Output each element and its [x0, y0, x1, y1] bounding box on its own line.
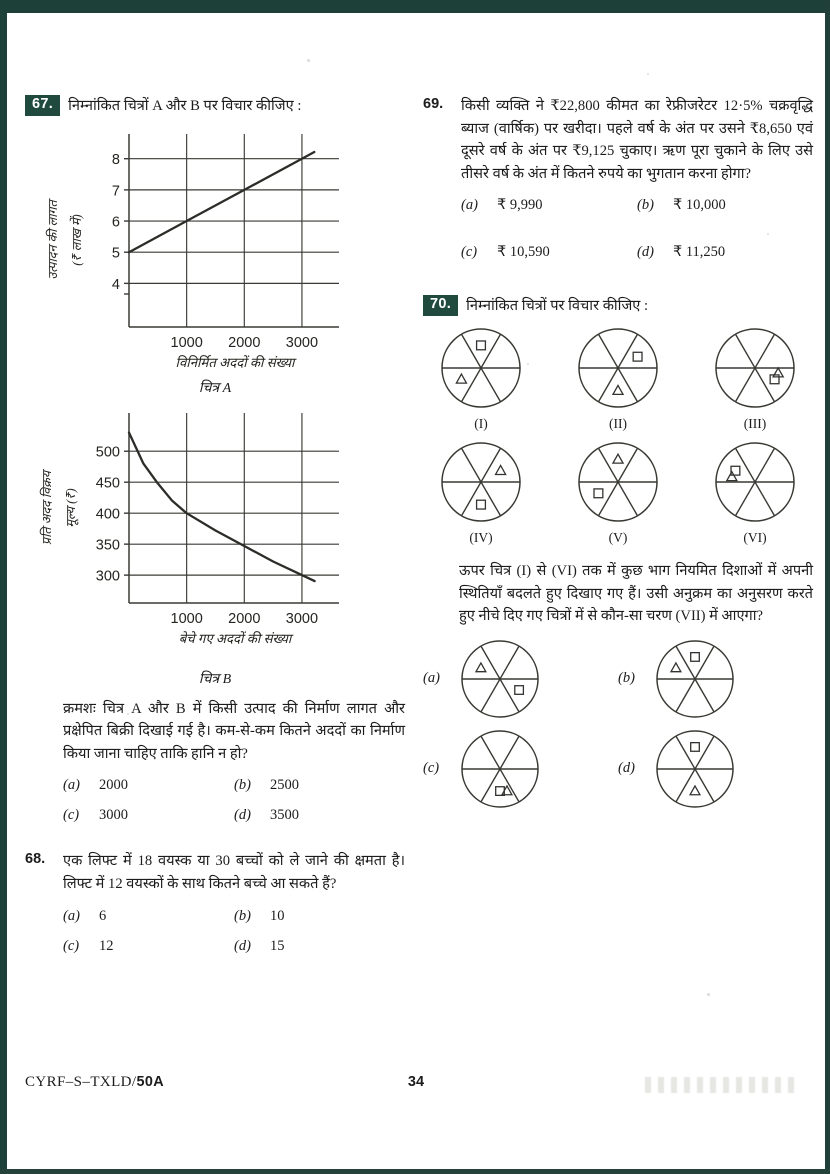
tick-label-x: 3000 — [285, 334, 319, 351]
option-key: (a) — [63, 777, 80, 794]
sector-wheel — [576, 440, 660, 524]
question-70-header — [423, 295, 813, 318]
scan-speck — [707, 993, 710, 996]
question-67-options — [63, 777, 405, 824]
triangle-marker-icon — [476, 663, 486, 672]
figure-IV — [423, 440, 539, 546]
scan-speck — [647, 73, 649, 75]
question-67 — [25, 95, 405, 824]
tick-label-y: 450 — [95, 475, 120, 492]
question-68 — [25, 850, 405, 954]
question-67-body: क्रमशः चित्र A और B में किसी उत्पाद की निर्माण लागत और प्रक्षेपित बिक्री दिखाई गई है। कम-से-कम कितने अददों का निर्माण किया जाना चाहिए ताकि हानि न हो? — [63, 700, 405, 762]
answer-option-b[interactable] — [618, 638, 813, 720]
triangle-marker-icon — [496, 466, 506, 475]
triangle-marker-icon — [613, 385, 623, 394]
tick-label-y: 300 — [95, 568, 120, 585]
option-key: (a) — [461, 197, 478, 214]
page-edge-bottom — [0, 1169, 830, 1174]
tick-label-y: 6 — [111, 214, 120, 231]
square-marker-icon — [477, 341, 486, 350]
square-marker-icon — [691, 743, 700, 752]
sector-wheel — [459, 728, 541, 810]
triangle-marker-icon — [690, 786, 700, 795]
triangle-marker-icon — [773, 368, 783, 377]
sector-wheel — [713, 440, 797, 524]
tick-label-y: 4 — [111, 276, 120, 293]
square-marker-icon — [594, 489, 603, 498]
page-edge-top — [0, 0, 830, 13]
axis-y-title-unit: (₹ लाख में) — [70, 213, 84, 266]
sector-wheel — [713, 326, 797, 410]
option-value: ₹ 9,990 — [497, 197, 543, 214]
figure-label: (III) — [743, 416, 767, 432]
question-67-stem: निम्नांकित चित्रों A और B पर विचार कीजिए : — [68, 98, 302, 114]
tick-label-x: 2000 — [228, 334, 261, 351]
option-d[interactable] — [234, 807, 405, 824]
figure-V — [560, 440, 676, 546]
option-value: ₹ 11,250 — [673, 244, 726, 261]
tick-label-y: 350 — [95, 537, 120, 554]
question-69-stem: किसी व्यक्ति ने ₹22,800 कीमत का रेफ्रीजरेटर 12·5% चक्रवृद्धि ब्याज (वार्षिक) पर खरीदा। पहले वर्ष के अंत पर उसने ₹8,650 एवं दूसरे वर्ष के अंत पर ₹9,125 चुकाए। ऋण पूरा चुकाने के लिए उसे तीसरे वर्ष के अंत में कितने रुपये का भुगतान करना होगा? — [461, 98, 813, 182]
square-marker-icon — [691, 653, 700, 662]
axis-y-title-unit: मूल्य (₹) — [64, 487, 78, 528]
footer-code-suffix: 50A — [136, 1074, 165, 1090]
chart-a-caption — [25, 378, 405, 397]
chart-b-container — [25, 403, 405, 688]
option-key: (b) — [234, 777, 251, 794]
square-marker-icon — [633, 352, 642, 361]
question-69-number: 69. — [423, 96, 444, 112]
scan-smudge — [645, 1077, 795, 1093]
sector-wheel — [654, 638, 736, 720]
sector-wheel — [439, 440, 523, 524]
square-marker-icon — [515, 686, 524, 695]
question-69 — [423, 95, 813, 261]
option-a[interactable] — [63, 908, 234, 925]
tick-label-y: 500 — [95, 444, 120, 461]
question-68-stem: एक लिफ्ट में 18 वयस्क या 30 बच्चों को ले जाने की क्षमता है। लिफ्ट में 12 वयस्कों के साथ कितने बच्चे आ सकते हैं? — [63, 853, 405, 893]
chart-a-container — [25, 122, 405, 397]
tick-label-y: 8 — [111, 151, 120, 168]
tick-label-x: 1000 — [170, 334, 203, 351]
square-marker-icon — [477, 500, 486, 509]
page-edge-right — [825, 0, 830, 1174]
triangle-marker-icon — [613, 454, 623, 463]
tick-label-y: 7 — [111, 182, 120, 199]
triangle-marker-icon — [671, 663, 681, 672]
chart-b — [25, 403, 355, 663]
figure-I — [423, 326, 539, 432]
option-key: (c) — [63, 937, 80, 954]
question-69-header — [423, 95, 813, 185]
sector-wheel — [576, 326, 660, 410]
chart-b-caption-text: चित्र — [198, 671, 223, 687]
question-67-header — [25, 95, 405, 118]
square-marker-icon — [770, 375, 779, 384]
option-b[interactable] — [234, 908, 405, 925]
option-key: (b) — [637, 197, 654, 214]
option-key: (b) — [234, 907, 251, 924]
axis-x-title: बेचे गए अददों की संख्या — [178, 630, 292, 646]
chart-a — [25, 122, 355, 372]
chart-b-caption-letter: B — [222, 671, 232, 687]
option-key: (c) — [63, 807, 80, 824]
option-key: (a) — [63, 907, 80, 924]
paper-sheet — [7, 13, 825, 1169]
scan-speck — [67, 513, 69, 515]
chart-a-caption-letter: A — [222, 380, 232, 396]
option-c[interactable] — [63, 807, 234, 824]
answer-option-c[interactable] — [423, 728, 618, 810]
tick-label-y: 400 — [95, 506, 120, 523]
option-key: (c) — [461, 244, 478, 261]
scan-speck — [527, 363, 529, 365]
triangle-marker-icon — [727, 472, 737, 481]
left-column — [25, 95, 405, 965]
scan-speck — [767, 233, 769, 235]
right-column — [423, 95, 813, 820]
page-number: 34 — [407, 1074, 425, 1090]
figure-label: (IV) — [469, 530, 493, 546]
scan-speck — [127, 713, 129, 715]
option-a[interactable] — [461, 197, 637, 214]
figure-row-top — [423, 326, 813, 432]
question-68-header — [25, 850, 405, 895]
tick-label-x: 2000 — [228, 610, 261, 627]
figure-row-bottom — [423, 440, 813, 546]
question-70-body: ऊपर चित्र (I) से (VI) तक में कुछ भाग नियमित दिशाओं में अपनी स्थितियाँ बदलते हुए दिखाए गए हैं। उसी अनुक्रम का अनुसरण करते हुए नीचे दिए गए चित्रों में से कौन-सा चरण (VII) में आएगा? — [459, 563, 813, 625]
figure-II — [560, 326, 676, 432]
page-edge-left — [0, 0, 7, 1174]
option-key: (d) — [234, 807, 251, 824]
question-68-options — [63, 908, 405, 955]
option-value: 3500 — [270, 807, 299, 824]
option-d[interactable] — [234, 938, 405, 955]
option-value: 10 — [270, 907, 285, 924]
figure-label: (VI) — [743, 530, 767, 546]
axis-y-title: उत्पादन की लागत — [46, 199, 60, 280]
footer-paper-code — [25, 1074, 164, 1091]
question-70-stem: निम्नांकित चित्रों पर विचार कीजिए : — [466, 298, 649, 315]
chart-a-caption-text: चित्र — [198, 380, 223, 396]
answer-option-key: (d) — [618, 760, 635, 777]
figure-III — [697, 326, 813, 432]
option-value: 3000 — [99, 807, 128, 824]
tick-label-y: 5 — [111, 245, 120, 262]
option-value: 12 — [99, 937, 114, 954]
option-b[interactable] — [637, 197, 813, 214]
option-value: ₹ 10,000 — [673, 197, 726, 214]
option-b[interactable] — [234, 777, 405, 794]
answer-option-key: (b) — [618, 670, 635, 687]
footer-code-prefix: CYRF–S–TXLD/ — [25, 1074, 137, 1090]
figure-label: (I) — [474, 416, 488, 432]
axis-x-title: विनिर्मित अददों की संख्या — [175, 354, 295, 370]
sector-wheel — [439, 326, 523, 410]
triangle-marker-icon — [456, 374, 466, 383]
option-value: 2500 — [270, 777, 299, 794]
option-value: 15 — [270, 937, 285, 954]
figure-label: (V) — [608, 530, 628, 546]
answer-option-a[interactable] — [423, 638, 618, 720]
question-67-number: 67. — [25, 95, 60, 116]
option-c[interactable] — [63, 938, 234, 955]
question-70-answer-figures — [423, 638, 813, 810]
data-line — [129, 152, 314, 252]
option-value: ₹ 10,590 — [497, 244, 550, 261]
option-value: 2000 — [99, 777, 128, 794]
data-line — [129, 432, 315, 580]
chart-b-caption — [25, 669, 405, 688]
tick-label-x: 3000 — [285, 610, 319, 627]
tick-label-x: 1000 — [170, 610, 203, 627]
figure-label: (II) — [609, 416, 627, 432]
question-69-options — [461, 197, 813, 261]
option-a[interactable] — [63, 777, 234, 794]
option-key: (d) — [637, 244, 654, 261]
sector-wheel — [654, 728, 736, 810]
option-key: (d) — [234, 937, 251, 954]
figure-VI — [697, 440, 813, 546]
option-value: 6 — [99, 907, 107, 924]
option-d[interactable] — [637, 244, 813, 261]
scan-speck — [307, 59, 310, 62]
question-70-number: 70. — [423, 295, 458, 316]
answer-option-key: (a) — [423, 670, 440, 687]
sector-wheel — [459, 638, 541, 720]
option-c[interactable] — [461, 244, 637, 261]
question-68-number: 68. — [25, 851, 46, 868]
answer-option-key: (c) — [423, 760, 440, 777]
question-70 — [423, 295, 813, 809]
answer-option-d[interactable] — [618, 728, 813, 810]
axis-y-title: प्रति अदद विक्रय — [40, 470, 54, 545]
